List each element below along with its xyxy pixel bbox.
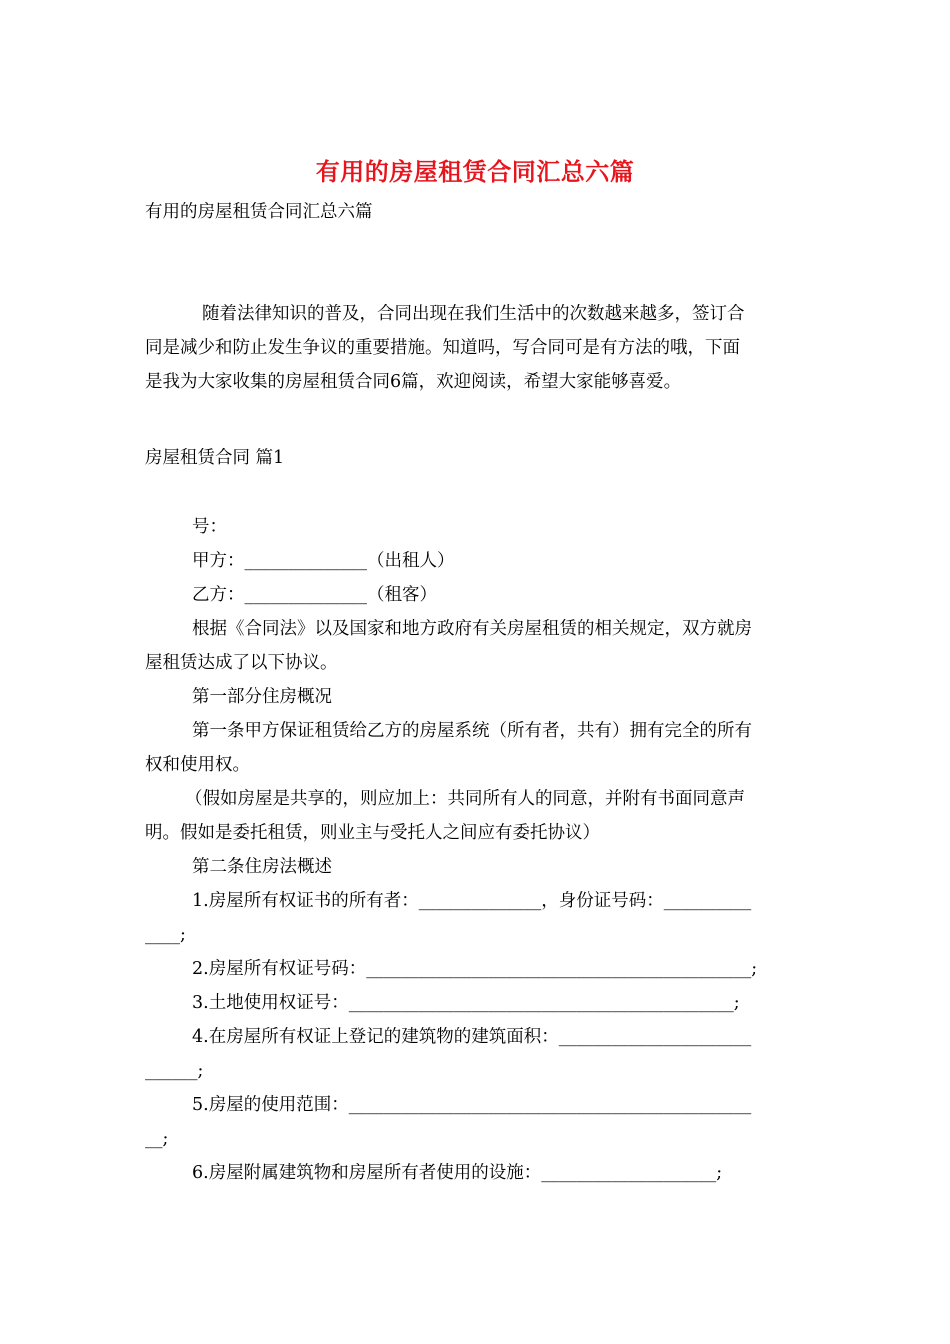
section-heading: 房屋租赁合同 篇1: [145, 448, 285, 468]
note-line: （假如房屋是共享的，则应加上：共同所有人的同意，并附有书面同意声: [185, 789, 745, 809]
article-one-line: 第一条甲方保证租赁给乙方的房屋系统（所有者，共有）拥有完全的所有: [192, 721, 752, 741]
article-two-heading: 第二条住房法概述: [192, 857, 332, 877]
note-line: 明。假如是委托租赁，则业主与受托人之间应有委托协议）: [145, 823, 600, 843]
item-5-line: 5.房屋的使用范围：______________________________________________: [192, 1095, 752, 1115]
basis-line: 屋租赁达成了以下协议。: [145, 653, 338, 673]
document-title: 有用的房屋租赁合同汇总六篇: [315, 158, 635, 186]
part-one-heading: 第一部分住房概况: [192, 687, 332, 707]
basis-line: 根据《合同法》以及国家和地方政府有关房屋租赁的相关规定，双方就房: [192, 619, 752, 639]
item-4-continuation: ______;: [145, 1061, 204, 1081]
intro-line: 随着法律知识的普及，合同出现在我们生活中的次数越来越多，签订合: [202, 304, 745, 324]
intro-paragraph: [145, 297, 745, 399]
intro-line: 是我为大家收集的房屋租赁合同6篇，欢迎阅读，希望大家能够喜爱。: [145, 372, 682, 392]
item-1-line: 1.房屋所有权证书的所有者：______________，身份证号码：__________: [192, 891, 752, 911]
intro-line: 同是减少和防止发生争议的重要措施。知道吗，写合同可是有方法的哦，下面: [145, 338, 740, 358]
contract-body: [145, 510, 757, 1190]
article-one-line: 权和使用权。: [145, 755, 250, 775]
item-6-line: 6.房屋附属建筑物和房屋所有者使用的设施：____________________;: [192, 1163, 723, 1183]
document-subtitle: 有用的房屋租赁合同汇总六篇: [145, 202, 373, 222]
item-3-line: 3.土地使用权证号：____________________________________________;: [192, 993, 740, 1013]
item-1-continuation: ____;: [145, 925, 186, 945]
party-b-field: 乙方：______________（租客）: [192, 585, 437, 605]
item-5-continuation: __;: [145, 1129, 169, 1149]
item-2-line: 2.房屋所有权证号码：____________________________________________;: [192, 959, 758, 979]
item-4-line: 4.在房屋所有权证上登记的建筑物的建筑面积：______________________: [192, 1027, 752, 1047]
contract-number-field: 号：: [192, 517, 227, 537]
party-a-field: 甲方：______________（出租人）: [192, 551, 455, 571]
